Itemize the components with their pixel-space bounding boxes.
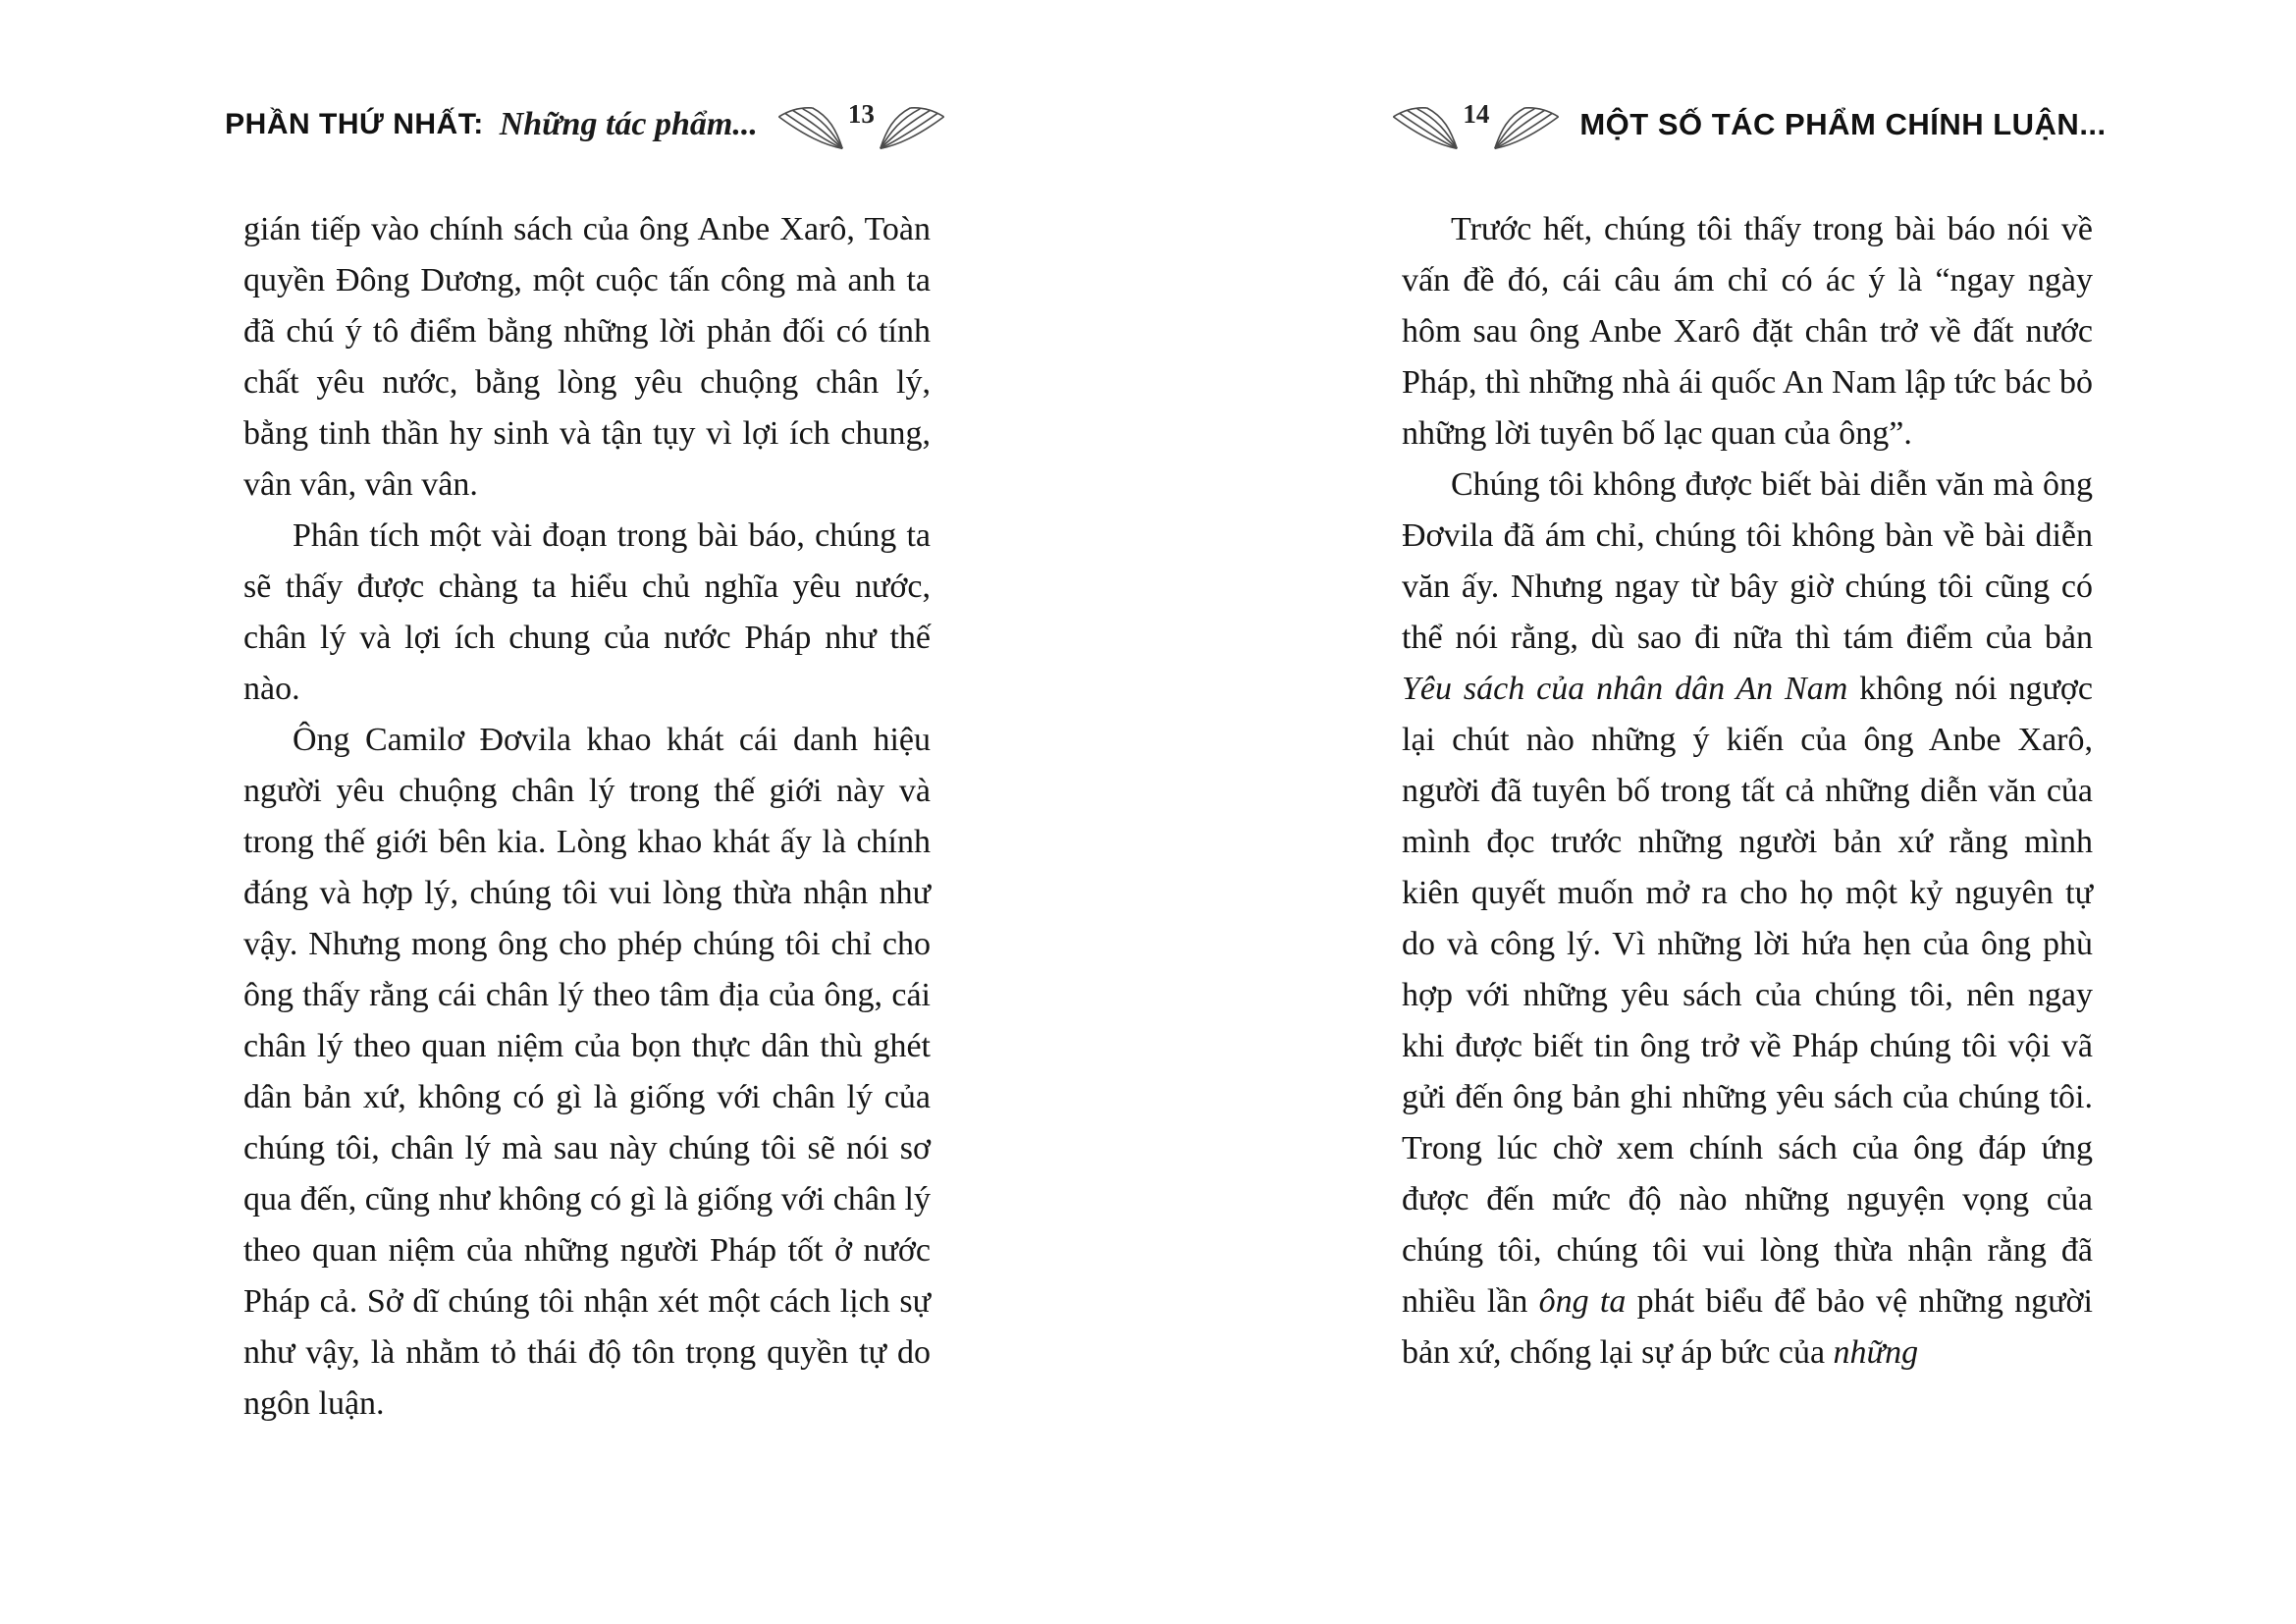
- left-page-header: [225, 90, 931, 159]
- text-segment: Chúng tôi không được biết bài diễn văn mà ông Đơvila đã ám chỉ, chúng tôi không bàn về bài diễn văn ấy. Nhưng ngay từ bây giờ chúng tôi cũng có thể nói rằng, dù sao đi nữa thì tám điểm của bản: [1402, 466, 2093, 656]
- text-segment: Phân tích một vài đoạn trong bài báo, chúng ta sẽ thấy được chàng ta hiểu chủ nghĩa yêu nước, chân lý và lợi ích chung của nước Pháp như thế nào.: [243, 517, 931, 707]
- left-page-body: [243, 204, 931, 1430]
- text-segment: phát biểu để bảo vệ những người bản xứ, chống lại sự áp bức của: [1402, 1283, 2093, 1371]
- right-page-number: 14: [1463, 99, 1490, 129]
- page-left: [225, 0, 931, 1430]
- text-segment: gián tiếp vào chính sách của ông Anbe Xarô, Toàn quyền Đông Dương, một cuộc tấn công mà anh ta đã chú ý tô điểm bằng những lời phản đối có tính chất yêu nước, bằng lòng yêu chuộng chân lý, bằng tinh thần hy sinh và tận tụy vì lợi ích chung, vân vân, vân vân.: [243, 211, 931, 503]
- paragraph: [1402, 204, 2093, 460]
- text-segment: Trước hết, chúng tôi thấy trong bài báo nói về vấn đề đó, cái câu ám chỉ có ác ý là “ngay ngày hôm sau ông Anbe Xarô đặt chân trở về đất nước Pháp, thì những nhà ái quốc An Nam lập tức bác bỏ những lời tuyên bố lạc quan của ông”.: [1402, 211, 2093, 452]
- paragraph: [1402, 460, 2093, 1379]
- page-right: [1402, 0, 2107, 1379]
- book-ornament-icon: [774, 97, 949, 152]
- right-page-body: [1402, 204, 2093, 1379]
- italic-text-segment: những: [1833, 1334, 1919, 1371]
- text-segment: Ông Camilơ Đơvila khao khát cái danh hiệu người yêu chuộng chân lý trong thế giới này và trong thế giới bên kia. Lòng khao khát ấy là chính đáng và hợp lý, chúng tôi vui lòng thừa nhận như vậy. Nhưng mong ông cho phép chúng tôi chỉ cho ông thấy rằng cái chân lý theo tâm địa của ông, cái chân lý theo quan niệm của bọn thực dân thù ghét dân bản xứ, không có gì là giống với chân lý của chúng tôi, chân lý mà sau này chúng tôi sẽ nói sơ qua đến, cũng như không có gì là giống với chân lý theo quan niệm của những người Pháp tốt ở nước Pháp cả. Sở dĩ chúng tôi nhận xét một cách lịch sự như vậy, là nhằm tỏ thái độ tôn trọng quyền tự do ngôn luận.: [243, 722, 931, 1422]
- paragraph: [243, 204, 931, 511]
- left-page-number: 13: [847, 99, 875, 129]
- italic-text-segment: Yêu sách của nhân dân An Nam: [1402, 671, 1848, 707]
- italic-text-segment: ông ta: [1538, 1283, 1627, 1320]
- text-segment: không nói ngược lại chút nào những ý kiến của ông Anbe Xarô, người đã tuyên bố trong tất cả những diễn văn của mình đọc trước những người bản xứ rằng mình kiên quyết muốn mở ra cho họ một kỷ nguyên tự do và công lý. Vì những lời hứa hẹn của ông phù hợp với những yêu sách của chúng tôi, nên ngay khi được biết tin ông trở về Pháp chúng tôi vội vã gửi đến ông bản ghi những yêu sách của chúng tôi. Trong lúc chờ xem chính sách của ông đáp ứng được đến mức độ nào những nguyện vọng của chúng tôi, chúng tôi vui lòng thừa nhận rằng đã nhiều lần: [1402, 671, 2093, 1320]
- chapter-title: MỘT SỐ TÁC PHẨM CHÍNH LUẬN...: [1579, 107, 2107, 141]
- paragraph: [243, 715, 931, 1430]
- book-ornament-icon: [1388, 97, 1564, 152]
- paragraph: [243, 511, 931, 715]
- part-title: Những tác phẩm...: [499, 106, 758, 142]
- right-page-header: [1402, 90, 2107, 159]
- part-label: PHẦN THỨ NHẤT:: [225, 108, 484, 140]
